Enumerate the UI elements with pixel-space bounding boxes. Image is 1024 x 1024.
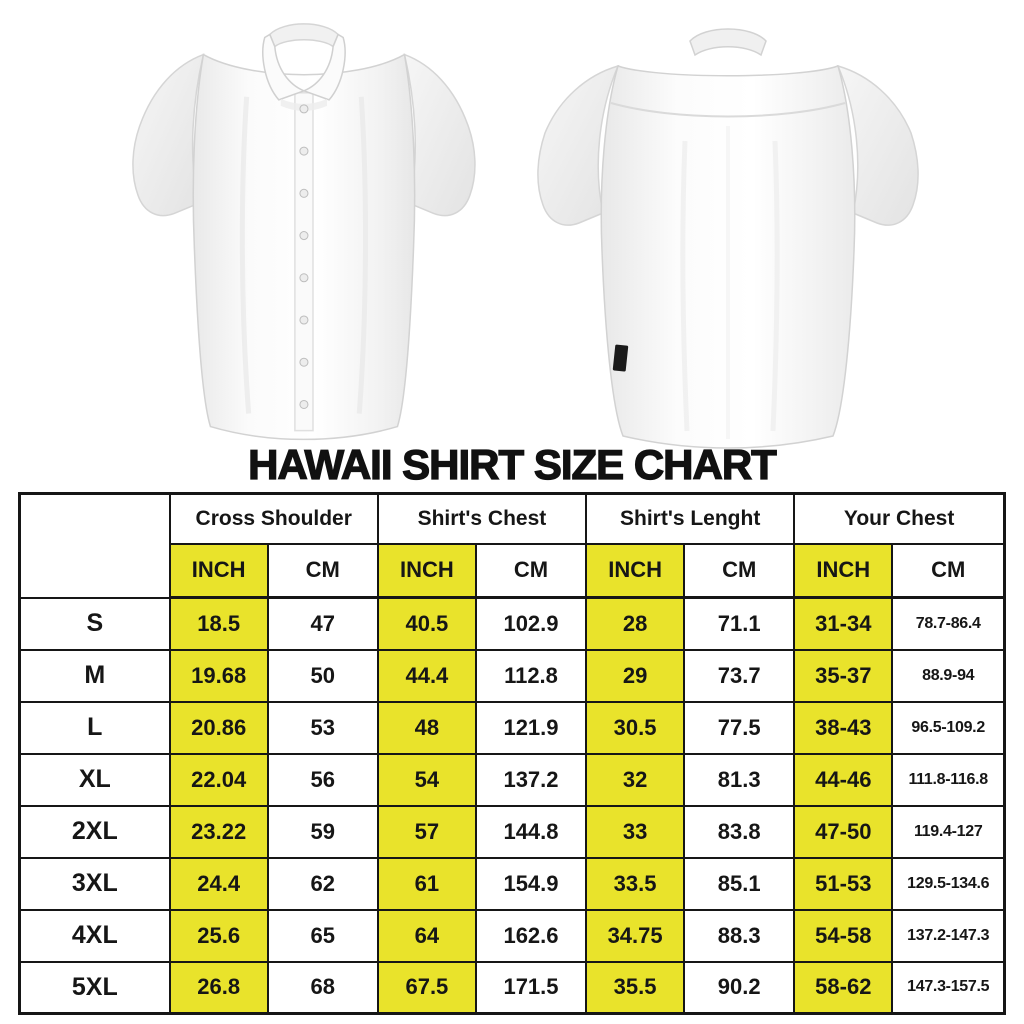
- unit-header-inch-2: INCH: [378, 544, 476, 598]
- unit-header-cm-4: CM: [892, 544, 1004, 598]
- value-cell: 144.8: [476, 806, 586, 858]
- value-cell: 121.9: [476, 702, 586, 754]
- value-cell: 137.2: [476, 754, 586, 806]
- value-cell: 111.8-116.8: [892, 754, 1004, 806]
- column-group-header: Your Chest: [794, 494, 1004, 544]
- size-label: M: [20, 650, 170, 702]
- value-cell: 51-53: [794, 858, 892, 910]
- size-chart-table: [18, 492, 1006, 1015]
- value-cell: 85.1: [684, 858, 794, 910]
- corner-cell: [20, 494, 170, 598]
- unit-header-inch-1: INCH: [170, 544, 268, 598]
- value-cell: 58-62: [794, 962, 892, 1014]
- table-row: [20, 858, 1005, 910]
- value-cell: 71.1: [684, 598, 794, 650]
- value-cell: 24.4: [170, 858, 268, 910]
- value-cell: 26.8: [170, 962, 268, 1014]
- value-cell: 65: [268, 910, 378, 962]
- column-group-header: Shirt's Lenght: [586, 494, 794, 544]
- value-cell: 19.68: [170, 650, 268, 702]
- value-cell: 62: [268, 858, 378, 910]
- value-cell: 137.2-147.3: [892, 910, 1004, 962]
- value-cell: 68: [268, 962, 378, 1014]
- value-cell: 147.3-157.5: [892, 962, 1004, 1014]
- table-row: [20, 910, 1005, 962]
- value-cell: 81.3: [684, 754, 794, 806]
- value-cell: 162.6: [476, 910, 586, 962]
- value-cell: 90.2: [684, 962, 794, 1014]
- value-cell: 48: [378, 702, 476, 754]
- size-label: S: [20, 598, 170, 650]
- size-label: 5XL: [20, 962, 170, 1014]
- value-cell: 47-50: [794, 806, 892, 858]
- value-cell: 83.8: [684, 806, 794, 858]
- value-cell: 57: [378, 806, 476, 858]
- unit-header-inch-4: INCH: [794, 544, 892, 598]
- column-group-header: Cross Shoulder: [170, 494, 378, 544]
- unit-header-inch-3: INCH: [586, 544, 684, 598]
- value-cell: 53: [268, 702, 378, 754]
- size-label: 3XL: [20, 858, 170, 910]
- value-cell: 119.4-127: [892, 806, 1004, 858]
- size-label: L: [20, 702, 170, 754]
- value-cell: 102.9: [476, 598, 586, 650]
- page-title: HAWAII SHIRT SIZE CHART: [248, 441, 776, 488]
- unit-header-cm-3: CM: [684, 544, 794, 598]
- value-cell: 54-58: [794, 910, 892, 962]
- value-cell: 31-34: [794, 598, 892, 650]
- table-row: [20, 598, 1005, 650]
- value-cell: 29: [586, 650, 684, 702]
- value-cell: 34.75: [586, 910, 684, 962]
- value-cell: 73.7: [684, 650, 794, 702]
- value-cell: 77.5: [684, 702, 794, 754]
- value-cell: 112.8: [476, 650, 586, 702]
- value-cell: 67.5: [378, 962, 476, 1014]
- value-cell: 20.86: [170, 702, 268, 754]
- value-cell: 61: [378, 858, 476, 910]
- size-label: XL: [20, 754, 170, 806]
- value-cell: 54: [378, 754, 476, 806]
- value-cell: 56: [268, 754, 378, 806]
- group-header-row: [20, 494, 1005, 544]
- shirt-back-image: [535, 10, 935, 452]
- value-cell: 33: [586, 806, 684, 858]
- value-cell: 44.4: [378, 650, 476, 702]
- value-cell: 40.5: [378, 598, 476, 650]
- size-label: 4XL: [20, 910, 170, 962]
- value-cell: 88.9-94: [892, 650, 1004, 702]
- value-cell: 35.5: [586, 962, 684, 1014]
- unit-header-cm-2: CM: [476, 544, 586, 598]
- table-row: [20, 962, 1005, 1014]
- value-cell: 59: [268, 806, 378, 858]
- value-cell: 50: [268, 650, 378, 702]
- value-cell: 171.5: [476, 962, 586, 1014]
- value-cell: 33.5: [586, 858, 684, 910]
- size-label: 2XL: [20, 806, 170, 858]
- value-cell: 35-37: [794, 650, 892, 702]
- value-cell: 47: [268, 598, 378, 650]
- value-cell: 22.04: [170, 754, 268, 806]
- value-cell: 28: [586, 598, 684, 650]
- value-cell: 88.3: [684, 910, 794, 962]
- value-cell: 154.9: [476, 858, 586, 910]
- value-cell: 129.5-134.6: [892, 858, 1004, 910]
- value-cell: 25.6: [170, 910, 268, 962]
- value-cell: 23.22: [170, 806, 268, 858]
- table-row: [20, 754, 1005, 806]
- value-cell: 96.5-109.2: [892, 702, 1004, 754]
- value-cell: 64: [378, 910, 476, 962]
- table-row: [20, 806, 1005, 858]
- unit-header-cm-1: CM: [268, 544, 378, 598]
- shirt-front-image: [128, 6, 500, 444]
- value-cell: 44-46: [794, 754, 892, 806]
- value-cell: 78.7-86.4: [892, 598, 1004, 650]
- table-row: [20, 650, 1005, 702]
- size-table-body: [20, 598, 1005, 1014]
- column-group-header: Shirt's Chest: [378, 494, 586, 544]
- value-cell: 38-43: [794, 702, 892, 754]
- value-cell: 32: [586, 754, 684, 806]
- value-cell: 30.5: [586, 702, 684, 754]
- table-row: [20, 702, 1005, 754]
- value-cell: 18.5: [170, 598, 268, 650]
